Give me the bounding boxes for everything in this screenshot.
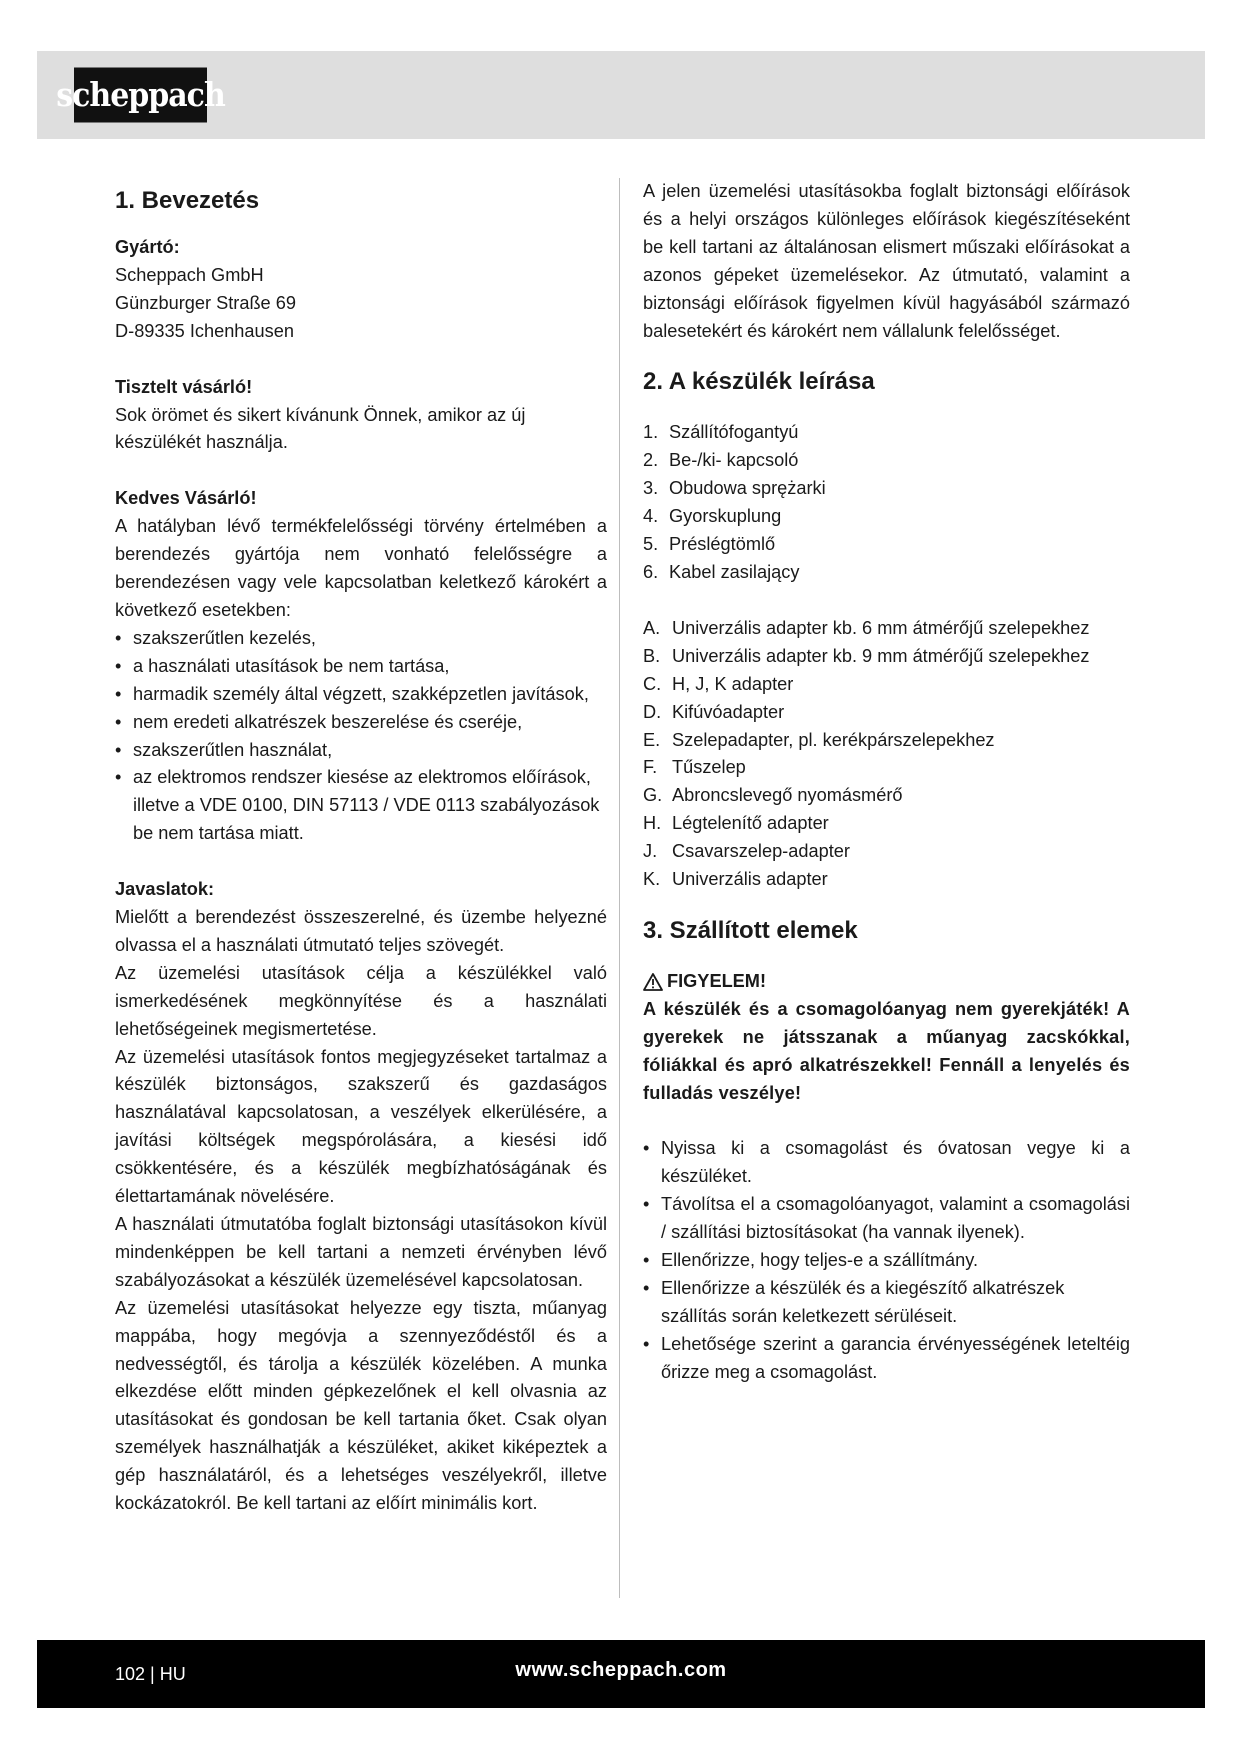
list-item: • szakszerűtlen használat, [115,737,607,765]
recommendation-paragraph: Az üzemelési utasítások célja a készülékkel való ismerkedésének megkönnyítése és a használati lehetőségeinek megismertetése. [115,962,607,1039]
warning-triangle-icon [643,973,663,991]
list-item: F. Tűszelep [643,757,746,778]
recommendation-paragraph: Mielőtt a berendezést összeszerelné, és üzembe helyezné olvassa el a használati útmutató teljes szövegét. [115,907,607,955]
left-column [115,178,607,1518]
list-item: • szakszerűtlen kezelés, [115,625,607,653]
list-item: H. Légtelenítő adapter [643,813,829,834]
warning-title: FIGYELEM! [667,970,767,991]
list-item: 6. Kabel zasilający [643,561,800,582]
parts-list [643,419,1130,586]
website-link[interactable]: www.scheppach.com [515,1659,727,1681]
scheppach-logo: scheppach [74,68,207,123]
list-item: 5. Préslégtömlő [643,534,776,555]
list-item: 1. Szállítófogantyú [643,422,799,443]
list-item: J. Csavarszelep-adapter [643,841,850,862]
list-item: G. Abroncslevegő nyomásmérő [643,785,903,806]
list-item: A. Univerzális adapter kb. 6 mm átmérőjű szelepekhez [643,617,1090,638]
maker-label: Gyártó: [115,237,180,257]
recommendation-paragraph: A használati útmutatóba foglalt biztonsági utasításokon kívül mindenképpen be kell tartani a nemzeti érvényben lévő szabályozásokat a készülék üzemelésével kapcsolatosan. [115,1214,607,1290]
dear-text: A hatályban lévő termékfelelősségi törvény értelmében a berendezés gyártója nem vonható felelősségre a berendezésen vagy vele kapcsolatban keletkező károkért a következő esetekben: [115,516,607,620]
list-item: E. Szelepadapter, pl. kerékpárszelepekhez [643,729,995,750]
customer-text: Sok örömet és sikert kívánunk Önnek, amikor az új készülékét használja. [115,404,526,453]
page-number: 102 | HU [115,1664,186,1684]
warning-text: A készülék és a csomagolóanyag nem gyerekjáték! A gyerekek ne játsszanak a műanyag zacskókkal, fóliákkal és apró alkatrészekkel! Fennáll a lenyelés és fulladás veszélye! [643,998,1130,1103]
list-item: • Ellenőrizze, hogy teljes-e a szállítmány. [643,1247,1130,1275]
header-band [37,51,1205,139]
maker-line: D-89335 Ichenhausen [115,320,294,341]
list-item: • Távolítsa el a csomagolóanyagot, valamint a csomagolási / szállítási biztosításokat (ha vannak ilyenek). [643,1191,1130,1247]
footer-band [37,1640,1205,1708]
list-item: • Ellenőrizze a készülék és a kiegészítő alkatrészek szállítás során keletkezett sérüléseit. [643,1275,1130,1331]
warning-heading [643,968,1130,996]
list-item: • a használati utasítások be nem tartása, [115,653,607,681]
adapters-list [643,615,1130,894]
list-item: • Nyissa ki a csomagolást és óvatosan vegye ki a készüléket. [643,1135,1130,1191]
list-item: • nem eredeti alkatrészek beszerelése és cseréje, [115,709,607,737]
recommendations-label: Javaslatok: [115,879,215,900]
list-item: 3. Obudowa sprężarki [643,478,826,499]
section-3-title: 3. Szállított elemek [643,916,858,944]
list-item: C. H, J, K adapter [643,673,794,694]
unpacking-steps-list [643,1135,1130,1386]
list-item: 4. Gyorskuplung [643,506,782,527]
section-1-title: 1. Bevezetés [115,187,260,214]
maker-line: Scheppach GmbH [115,264,264,285]
section-2-title: 2. A készülék leírása [643,368,875,396]
list-item: B. Univerzális adapter kb. 9 mm átmérőjű szelepekhez [643,645,1090,666]
list-item: • Lehetősége szerint a garancia érvényességének leteltéig őrizze meg a csomagolást. [643,1331,1130,1387]
list-item: D. Kifúvóadapter [643,701,785,722]
liability-cases-list [115,625,607,848]
recommendation-paragraph: Az üzemelési utasítások fontos megjegyzéseket tartalmaz a készülék biztonságos, szakszerű és gazdaságos használatával kapcsolatosan, a veszélyek elkerülésére, a javítási költségek megspórolására, a kiesési idő csökkentésére, és a készülék megbízhatóságának és élettartamának növelésére. [115,1046,607,1207]
list-item: 2. Be-/ki- kapcsoló [643,450,799,471]
column-divider [619,178,620,1598]
recommendation-paragraph: Az üzemelési utasításokat helyezze egy tiszta, műanyag mappába, hogy megóvja a szennyeződéstől és a nedvességtől, és tárolja a készülék közelében. A munka elkezdése előtt minden gépkezelőnek el kell olvasnia az utasításokat és gondosan be kell tartania őket. Csak olyan személyek használhatják a készüléket, akiket kiképeztek a gép használatáról, és a lehetséges veszélyekről, illetve kockázatokról. Be kell tartani az előírt minimális kort. [115,1297,607,1514]
customer-label: Tisztelt vásárló! [115,376,253,397]
safety-intro: A jelen üzemelési utasításokba foglalt biztonsági előírások és a helyi országos különleges előírások kiegészítéseként be kell tartani az általánosan elismert műszaki előírásokat a azonos gépeket üzemelésekor. Az útmutató, valamint a biztonsági előírások figyelmen kívül hagyásából származó balesetekért és károkért nem vállalunk felelősséget. [643,181,1130,341]
list-item: • az elektromos rendszer kiesése az elektromos előírások, illetve a VDE 0100, DIN 57113 / VDE 0113 szabályozások be nem tartása miatt. [115,764,607,848]
right-column [643,178,1130,1387]
list-item: K. Univerzális adapter [643,869,828,890]
maker-line: Günzburger Straße 69 [115,292,296,313]
dear-label: Kedves Vásárló! [115,488,257,509]
list-item: • harmadik személy által végzett, szakképzetlen javítások, [115,681,607,709]
